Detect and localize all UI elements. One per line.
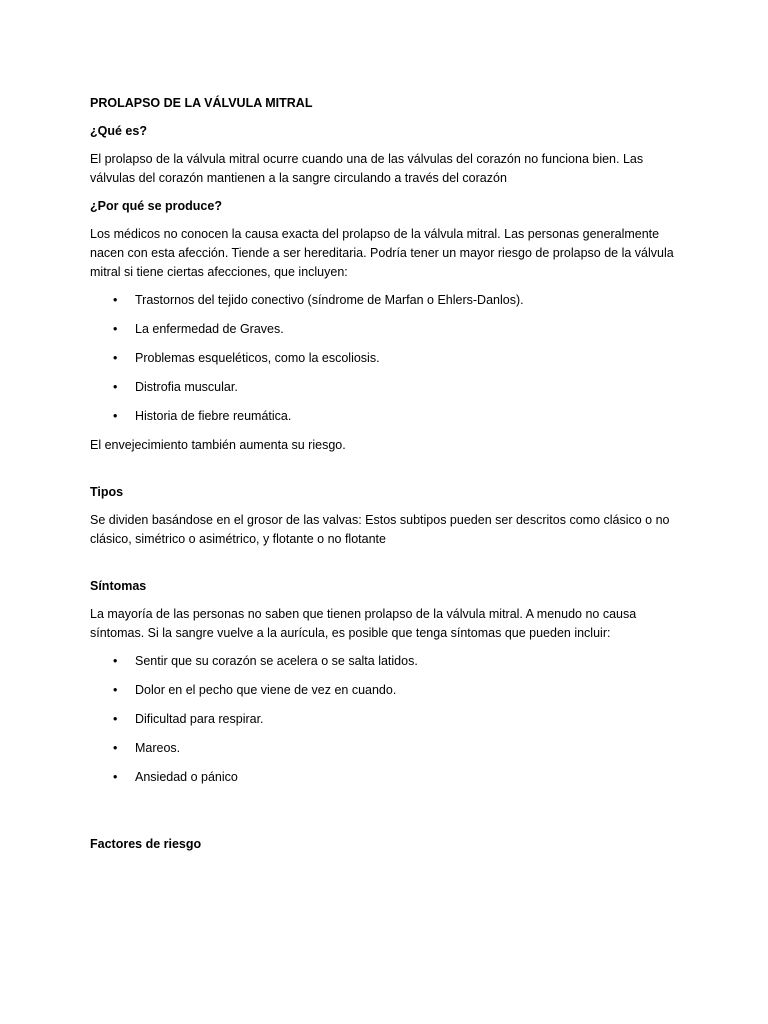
bullet-icon: • [113, 409, 118, 423]
paragraph-sintomas: La mayoría de las personas no saben que tienen prolapso de la válvula mitral. A menudo no causa síntomas. Si la sangre vuelve a la aurícula, es posible que tenga síntomas que pueden incluir: [90, 607, 637, 640]
bullet-icon: • [113, 293, 118, 307]
list-item: • Dolor en el pecho que viene de vez en cuando. [90, 681, 690, 700]
spacer [90, 464, 690, 483]
paragraph-envejecimiento: El envejecimiento también aumenta su riesgo. [90, 438, 346, 452]
paragraph-tipos: Se dividen basándose en el grosor de las valvas: Estos subtipos pueden ser descritos como clásico o no clásico, simétrico o asimétrico, y flotante o no flotante [90, 513, 670, 546]
paragraph-por-que: Los médicos no conocen la causa exacta del prolapso de la válvula mitral. Las personas generalmente nacen con esta afección. Tiende a ser hereditaria. Podría tener un mayor riesgo de prolapso de la válvula mitral si tiene ciertas afecciones, que incluyen: [90, 227, 674, 279]
bullet-icon: • [113, 770, 118, 784]
bullet-icon: • [113, 654, 118, 668]
bullet-icon: • [113, 351, 118, 365]
heading-factores: Factores de riesgo [90, 837, 202, 851]
bullet-icon: • [113, 380, 118, 394]
heading-por-que: ¿Por qué se produce? [90, 199, 222, 213]
list-item: • Problemas esqueléticos, como la escoliosis. [90, 349, 690, 368]
causes-list [90, 291, 690, 426]
list-item: • Dificultad para respirar. [90, 710, 690, 729]
list-item: • Ansiedad o pánico [90, 768, 690, 787]
list-item: • Sentir que su corazón se acelera o se salta latidos. [90, 652, 690, 671]
bullet-icon: • [113, 683, 118, 697]
symptoms-list [90, 652, 690, 787]
document-page [90, 94, 690, 863]
heading-tipos: Tipos [90, 485, 124, 499]
heading-que-es: ¿Qué es? [90, 124, 147, 138]
list-item: • La enfermedad de Graves. [90, 320, 690, 339]
bullet-icon: • [113, 322, 118, 336]
spacer [90, 558, 690, 577]
document-title: PROLAPSO DE LA VÁLVULA MITRAL [90, 96, 313, 110]
list-item: • Mareos. [90, 739, 690, 758]
heading-sintomas: Síntomas [90, 579, 147, 593]
spacer [90, 797, 690, 835]
list-item: • Historia de fiebre reumática. [90, 407, 690, 426]
list-item: • Distrofia muscular. [90, 378, 690, 397]
list-item: • Trastornos del tejido conectivo (síndrome de Marfan o Ehlers-Danlos). [90, 291, 690, 310]
bullet-icon: • [113, 712, 118, 726]
paragraph-que-es: El prolapso de la válvula mitral ocurre cuando una de las válvulas del corazón no funciona bien. Las válvulas del corazón mantienen a la sangre circulando a través del corazón [90, 152, 644, 185]
bullet-icon: • [113, 741, 118, 755]
